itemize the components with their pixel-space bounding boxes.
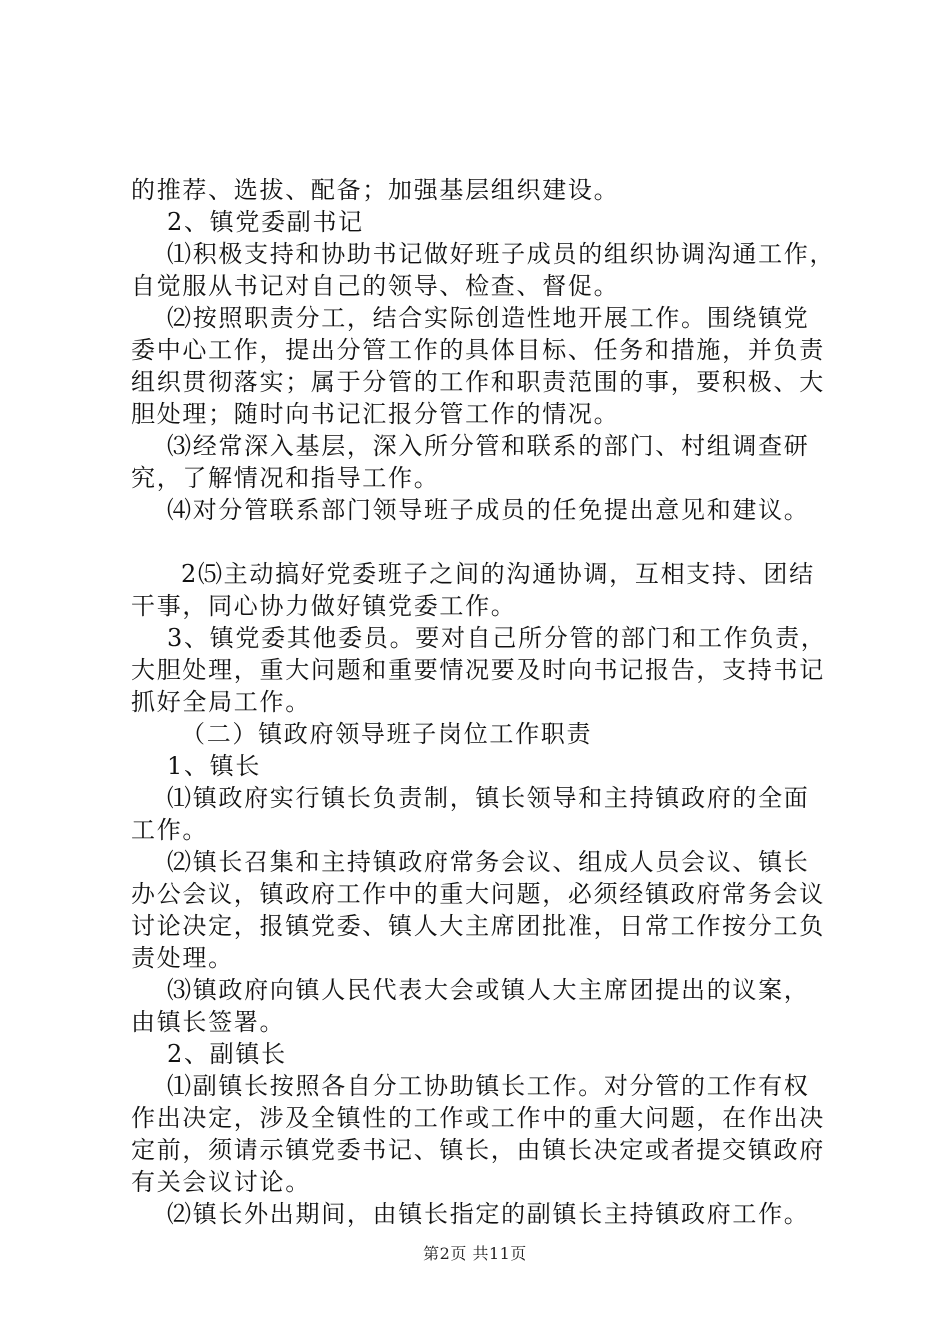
text-line: ⑶经常深入基层，深入所分管和联系的部门、村组调查研 [167,432,810,460]
text-line: ⑴镇政府实行镇长负责制，镇长领导和主持镇政府的全面 [167,784,810,812]
blank-line [131,526,831,558]
document-body [131,174,836,1230]
text-line: 究，了解情况和指导工作。 [131,464,440,492]
text-line: 抓好全局工作。 [131,688,311,716]
page-number-footer: 第2页 共11页 [423,1244,527,1263]
section-heading: 2、副镇长 [167,1040,287,1068]
section-heading: 2、镇党委副书记 [167,208,364,236]
section-heading: 1、镇长 [167,752,262,780]
text-line: ⑴积极支持和协助书记做好班子成员的组织协调沟通工作， [167,240,836,268]
text-line: 自觉服从书记对自己的领导、检查、督促。 [131,272,620,300]
text-line: 讨论决定，报镇党委、镇人大主席团批准，日常工作按分工负 [131,912,825,940]
text-line: 办公会议，镇政府工作中的重大问题，必须经镇政府常务会议 [131,880,825,908]
text-line: 大胆处理，重大问题和重要情况要及时向书记报告，支持书记 [131,656,825,684]
text-line: 由镇长签署。 [131,1008,286,1036]
text-line: ⑵镇长召集和主持镇政府常务会议、组成人员会议、镇长 [167,848,810,876]
text-line: 有关会议讨论。 [131,1168,311,1196]
text-line: ⑵镇长外出期间，由镇长指定的副镇长主持镇政府工作。 [167,1200,810,1228]
text-line: 委中心工作，提出分管工作的具体目标、任务和措施，并负责 [131,336,825,364]
text-line: ⑶镇政府向镇人民代表大会或镇人大主席团提出的议案， [167,976,810,1004]
text-line: 3、镇党委其他委员。要对自己所分管的部门和工作负责， [167,624,827,652]
text-line: ⑴副镇长按照各自分工协助镇长工作。对分管的工作有权 [167,1072,810,1100]
text-line: ⑷对分管联系部门领导班子成员的任免提出意见和建议。 [167,496,810,524]
text-line: 干事，同心协力做好镇党委工作。 [131,592,517,620]
text-line: 工作。 [131,816,209,844]
text-line: 胆处理；随时向书记汇报分管工作的情况。 [131,400,620,428]
text-line: 责处理。 [131,944,234,972]
text-line: 作出决定，涉及全镇性的工作或工作中的重大问题，在作出决 [131,1104,825,1132]
text-line: 定前，须请示镇党委书记、镇长，由镇长决定或者提交镇政府 [131,1136,825,1164]
section-heading: （二）镇政府领导班子岗位工作职责 [181,720,593,748]
text-line: ⑵按照职责分工，结合实际创造性地开展工作。围绕镇党 [167,304,810,332]
text-line: 2⑸主动搞好党委班子之间的沟通协调，互相支持、团结 [181,560,815,588]
text-line: 的推荐、选拔、配备；加强基层组织建设。 [131,176,620,204]
text-line: 组织贯彻落实；属于分管的工作和职责范围的事，要积极、大 [131,368,825,396]
